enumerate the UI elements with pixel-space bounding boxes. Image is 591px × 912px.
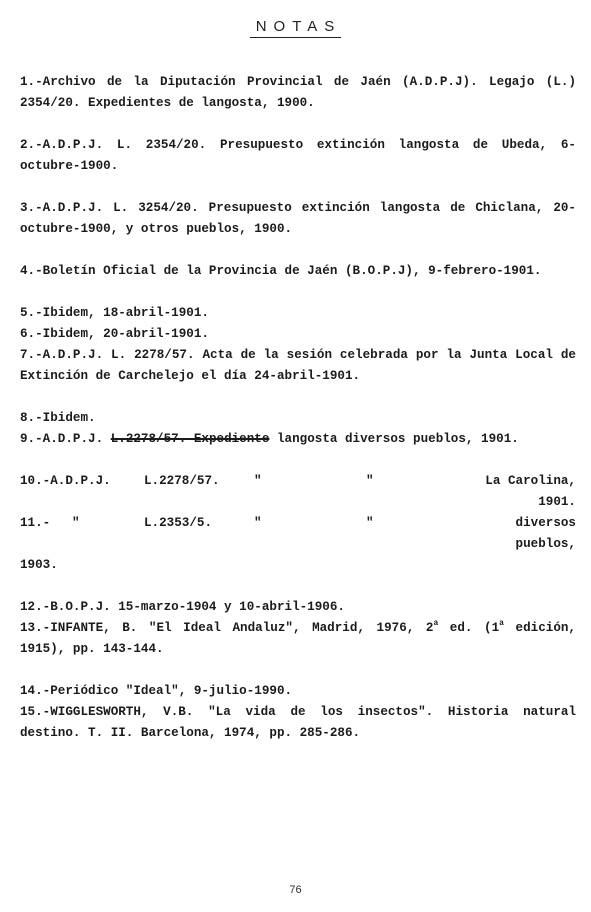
note-6: 6.-Ibidem, 20-abril-1901. <box>20 327 209 341</box>
note-11-ref: L.2353/5. <box>144 516 213 530</box>
page-title <box>0 18 591 38</box>
note-10-number: 10.-A.D.P.J. <box>20 474 111 488</box>
note-10-text: La Carolina, 1901. <box>485 474 576 509</box>
note-1: 1.-Archivo de la Diputación Provincial de Jaén (A.D.P.J). Legajo (L.) 2354/20. Expedientes de langosta, 1900. <box>20 75 576 110</box>
note-11-text: diversos pueblos, <box>515 516 576 551</box>
page-number: 76 <box>289 884 302 896</box>
note-13 <box>20 618 576 660</box>
note-9-prefix: 9.-A.D.P.J. <box>20 432 104 446</box>
note-9-rest: langosta diversos pueblos, 1901. <box>276 432 519 446</box>
note-5: 5.-Ibidem, 18-abril-1901. <box>20 306 209 320</box>
note-9 <box>20 429 576 450</box>
note-13-part-c: edición, 1915), pp. 143-144. <box>20 621 576 656</box>
note-13-part-a: 13.-INFANTE, B. "El Ideal Andaluz", Madrid, 1976, 2 <box>20 621 434 635</box>
note-11-year: 1903. <box>20 558 58 572</box>
note-11 <box>20 513 576 555</box>
note-10 <box>20 471 576 513</box>
note-9-struck-text: L.2278/57. Expediente <box>110 432 270 446</box>
note-13-part-b: ed. (1 <box>438 621 500 635</box>
note-13-superscript-1: a <box>433 619 439 628</box>
note-2: 2.-A.D.P.J. L. 2354/20. Presupuesto extinción langosta de Ubeda, 6-octubre-1900. <box>20 138 576 173</box>
note-11-number: 11.- <box>20 516 51 530</box>
note-11-ditto-2: " <box>366 516 374 530</box>
note-10-ditto-1: " <box>254 474 262 488</box>
note-4: 4.-Boletín Oficial de la Provincia de Jaén (B.O.P.J), 9-febrero-1901. <box>20 264 542 278</box>
note-12: 12.-B.O.P.J. 15-marzo-1904 y 10-abril-1906. <box>20 600 345 614</box>
note-8: 8.-Ibidem. <box>20 411 96 425</box>
note-11-ditto-0: " <box>72 516 80 530</box>
note-13-superscript-2: a <box>499 619 504 628</box>
note-10-ref: L.2278/57. <box>144 474 220 488</box>
notes-list <box>20 72 576 744</box>
note-11-ditto-1: " <box>254 516 262 530</box>
note-15: 15.-WIGGLESWORTH, V.B. "La vida de los insectos". Historia natural destino. T. II. Barcelona, 1974, pp. 285-286. <box>20 705 576 740</box>
note-14: 14.-Periódico "Ideal", 9-julio-1990. <box>20 684 293 698</box>
note-7: 7.-A.D.P.J. L. 2278/57. Acta de la sesión celebrada por la Junta Local de Extinción de Carchelejo el día 24-abril-1901. <box>20 348 576 383</box>
page-title-text: NOTAS <box>250 18 342 38</box>
note-3: 3.-A.D.P.J. L. 3254/20. Presupuesto extinción langosta de Chiclana, 20-octubre-1900, y otros pueblos, 1900. <box>20 201 576 236</box>
note-10-ditto-2: " <box>366 474 374 488</box>
